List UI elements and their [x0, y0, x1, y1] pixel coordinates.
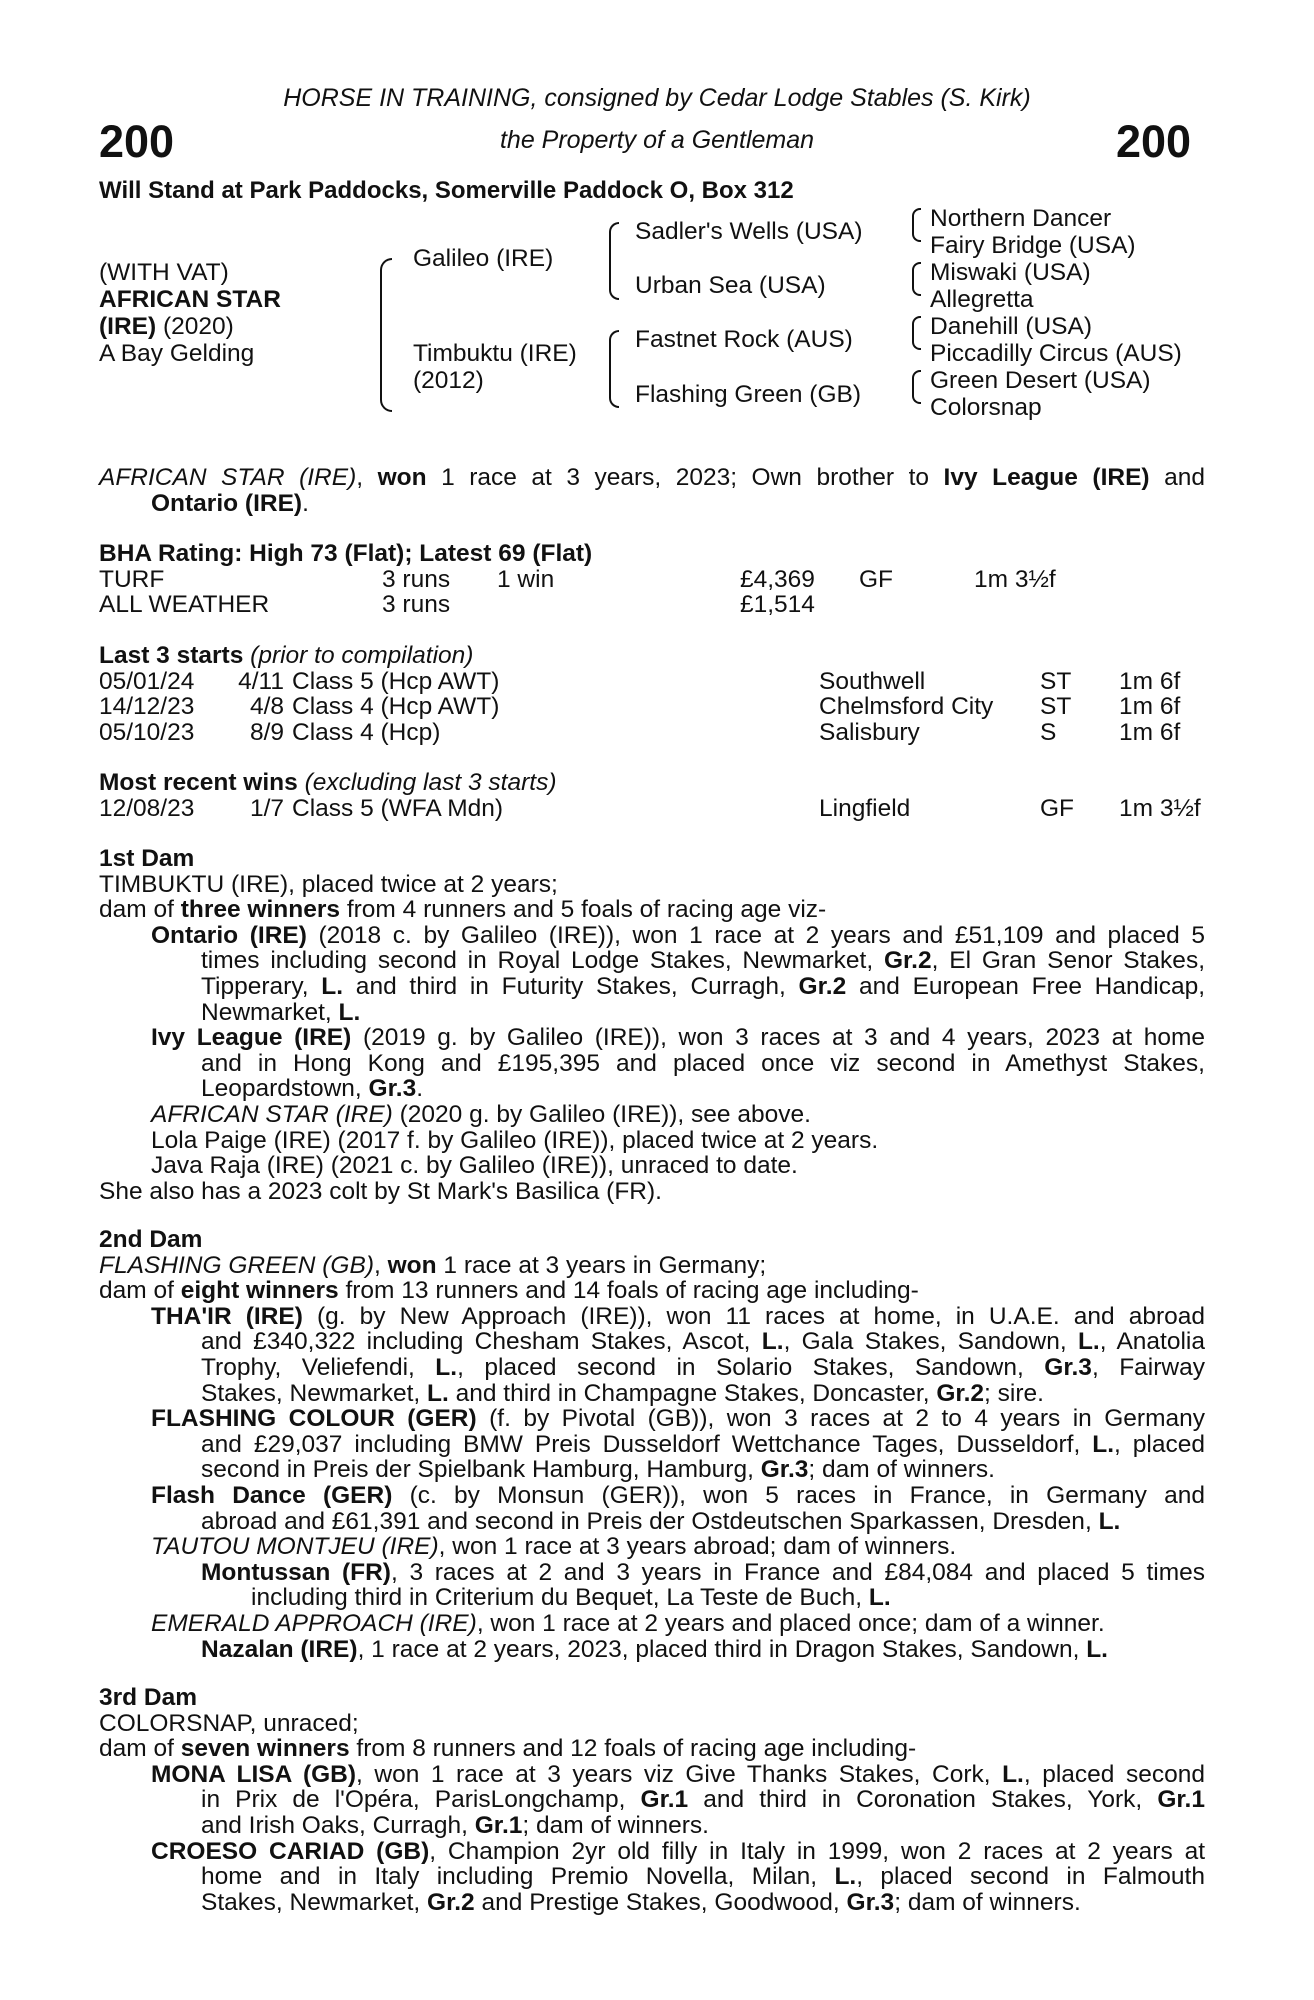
- last3-row: [99, 720, 1205, 746]
- run-date: 12/08/23: [99, 794, 195, 822]
- produce-line: Newmarket, L.: [201, 998, 361, 1026]
- run-course: Salisbury: [819, 718, 920, 746]
- produce-line: Stakes, Newmarket, L. and third in Champagne Stakes, Doncaster, Gr.2; sire.: [201, 1379, 1044, 1407]
- produce-line: abroad and £61,391 and second in Preis der Ostdeutschen Sparkassen, Dresden, L.: [201, 1507, 1121, 1535]
- horse-description: A Bay Gelding: [99, 340, 255, 367]
- run-class: Class 4 (Hcp AWT): [292, 693, 500, 721]
- rating-row-aw: [99, 592, 1205, 618]
- pedigree-dam-dam: Flashing Green (GB): [635, 381, 862, 408]
- produce-flash-dance: Flash Dance (GER) (c. by Monsun (GER)), won 5 races in France, in Germany and: [151, 1481, 1205, 1509]
- third-dam-desc: COLORSNAP, unraced;: [99, 1709, 359, 1737]
- third-dam-title: 3rd Dam: [99, 1684, 198, 1711]
- horse-name: AFRICAN STAR: [99, 286, 281, 313]
- rating-row-turf: [99, 567, 1205, 593]
- produce-line: Leopardstown, Gr.3.: [201, 1075, 424, 1103]
- pedigree-dam-year: (2012): [413, 367, 484, 394]
- run-class: Class 5 (WFA Mdn): [292, 794, 504, 822]
- produce-thair: THA'IR (IRE) (g. by New Approach (IRE)), won 11 races at home, in U.A.E. and abroad: [151, 1302, 1205, 1330]
- run-class: Class 5 (Hcp AWT): [292, 667, 500, 695]
- second-dam-title: 2nd Dam: [99, 1226, 203, 1253]
- run-position: 4/8: [249, 693, 284, 721]
- produce-mona-lisa: MONA LISA (GB), won 1 race at 3 years viz Give Thanks Stakes, Cork, L., placed second: [151, 1760, 1205, 1788]
- second-dam-section: [99, 1227, 1205, 1662]
- recent-wins-section: [99, 770, 1205, 821]
- run-going: S: [1040, 718, 1057, 746]
- produce-line: in Prix de l'Opéra, ParisLongchamp, Gr.1 and third in Coronation Stakes, York, Gr.1: [201, 1786, 1205, 1814]
- second-dam-desc: FLASHING GREEN (GB), won 1 race at 3 years in Germany;: [99, 1251, 767, 1279]
- lot-number-right: 200: [1116, 116, 1192, 167]
- run-position: 4/11: [238, 667, 284, 695]
- recent-row: [99, 796, 1205, 822]
- first-dam-section: [99, 846, 1205, 1204]
- vat-label: (WITH VAT): [99, 259, 229, 286]
- summary-horse-name: AFRICAN STAR (IRE): [99, 464, 357, 491]
- run-class: Class 4 (Hcp): [292, 718, 441, 746]
- summary-line-1: AFRICAN STAR (IRE), won 1 race at 3 years, 2023; Own brother to Ivy League (IRE) and: [99, 464, 1205, 491]
- produce-line: and Irish Oaks, Curragh, Gr.1; dam of winners.: [201, 1811, 709, 1839]
- lot-number-left: 200: [99, 116, 175, 167]
- rating-surface: TURF: [99, 565, 165, 593]
- consignment-line: HORSE IN TRAINING, consigned by Cedar Lodge Stables (S. Kirk): [283, 84, 1031, 112]
- rating-prize: £4,369: [740, 565, 815, 593]
- rating-runs: 3 runs: [382, 565, 451, 593]
- summary-won: won: [377, 464, 427, 491]
- recent-title: [99, 770, 1205, 796]
- run-course: Chelmsford City: [819, 693, 994, 721]
- ggp-2: Fairy Bridge (USA): [930, 232, 1136, 259]
- produce-line: and £340,322 including Chesham Stakes, Ascot, L., Gala Stakes, Sandown, L., Anatolia: [201, 1328, 1205, 1356]
- produce-emerald-approach: EMERALD APPROACH (IRE), won 1 race at 2 years and placed once; dam of a winner.: [151, 1609, 1105, 1637]
- produce-african-star: AFRICAN STAR (IRE) (2020 g. by Galileo (IRE)), see above.: [151, 1100, 811, 1128]
- run-distance: 1m 3½f: [1119, 794, 1201, 822]
- pedigree-sire: Galileo (IRE): [413, 245, 554, 272]
- produce-line: Trophy, Veliefendi, L., placed second in Solario Stakes, Sandown, Gr.3, Fairway: [201, 1353, 1205, 1381]
- third-dam-section: [99, 1685, 1205, 1915]
- run-course: Lingfield: [819, 794, 911, 822]
- run-distance: 1m 6f: [1119, 693, 1181, 721]
- pedigree-sire-sire: Sadler's Wells (USA): [635, 218, 863, 245]
- pedigree-dam: Timbuktu (IRE): [413, 340, 577, 367]
- summary-brother-2: Ontario (IRE): [151, 489, 303, 517]
- summary-text: 1 race at 3 years, 2023; Own brother to: [426, 464, 944, 491]
- produce-lola-paige: Lola Paige (IRE) (2017 f. by Galileo (IRE)), placed twice at 2 years.: [151, 1126, 879, 1154]
- last3-note: (prior to compilation): [243, 642, 474, 669]
- horse-country: (IRE): [99, 313, 157, 340]
- run-date: 05/01/24: [99, 667, 195, 695]
- ggp-8: Colorsnap: [930, 394, 1042, 421]
- rating-section: [99, 541, 1205, 618]
- produce-croeso-cariad: CROESO CARIAD (GB), Champion 2yr old filly in Italy in 1999, won 2 races at 2 years at: [151, 1837, 1205, 1865]
- produce-java-raja: Java Raja (IRE) (2021 c. by Galileo (IRE)), unraced to date.: [151, 1152, 798, 1180]
- ggp-6: Piccadilly Circus (AUS): [930, 340, 1182, 367]
- last3-title: [99, 643, 1205, 669]
- produce-line: Tipperary, L. and third in Futurity Stakes, Curragh, Gr.2 and European Free Handicap,: [201, 972, 1205, 1000]
- ggp-3: Miswaki (USA): [930, 259, 1091, 286]
- first-dam-desc: TIMBUKTU (IRE), placed twice at 2 years;: [99, 870, 558, 898]
- rating-going: GF: [859, 565, 894, 593]
- third-dam-produce: dam of seven winners from 8 runners and 12 foals of racing age including-: [99, 1735, 917, 1763]
- run-distance: 1m 6f: [1119, 718, 1181, 746]
- summary-end: .: [302, 489, 309, 517]
- first-dam-also: She also has a 2023 colt by St Mark's Basilica (FR).: [99, 1177, 662, 1205]
- run-distance: 1m 6f: [1119, 667, 1181, 695]
- recent-note: (excluding last 3 starts): [297, 769, 557, 796]
- sire-brace: [609, 222, 619, 300]
- ggp-7: Green Desert (USA): [930, 367, 1151, 394]
- produce-nazalan: Nazalan (IRE), 1 race at 2 years, 2023, placed third in Dragon Stakes, Sandown, L.: [201, 1635, 1108, 1663]
- run-date: 14/12/23: [99, 693, 195, 721]
- rating-runs: 3 runs: [382, 591, 451, 619]
- produce-ivy-league: Ivy League (IRE) (2019 g. by Galileo (IRE)), won 3 races at 3 and 4 years, 2023 at home: [151, 1024, 1206, 1052]
- produce-line: Stakes, Newmarket, Gr.2 and Prestige Stakes, Goodwood, Gr.3; dam of winners.: [201, 1888, 1081, 1916]
- produce-montussan: Montussan (FR), 3 races at 2 and 3 years in France and £84,084 and placed 5 times: [201, 1558, 1205, 1586]
- pedigree-ggp-list: [930, 205, 1182, 421]
- ggp-brace-2: [912, 262, 921, 296]
- run-going: GF: [1040, 794, 1075, 822]
- property-line: the Property of a Gentleman: [499, 126, 815, 154]
- produce-line: and in Hong Kong and £195,395 and placed once viz second in Amethyst Stakes,: [201, 1049, 1205, 1077]
- summary-and: and: [1149, 464, 1205, 491]
- summary-line-2: [99, 491, 1205, 517]
- run-course: Southwell: [819, 667, 926, 695]
- produce-flashing-colour: FLASHING COLOUR (GER) (f. by Pivotal (GB)), won 3 races at 2 to 4 years in Germany: [151, 1405, 1205, 1433]
- pedigree-sire-dam: Urban Sea (USA): [635, 272, 826, 299]
- produce-line: and £29,037 including BMW Preis Dusseldorf Wettchance Tages, Dusseldorf, L., placed: [201, 1430, 1205, 1458]
- horse-info: [99, 259, 281, 367]
- run-going: ST: [1040, 667, 1072, 695]
- rating-title: BHA Rating: High 73 (Flat); Latest 69 (Flat): [99, 540, 593, 567]
- produce-line: home and in Italy including Premio Novella, Milan, L., placed second in Falmouth: [201, 1863, 1205, 1891]
- recent-title-text: Most recent wins: [99, 769, 298, 796]
- first-dam-title: 1st Dam: [99, 845, 195, 872]
- dam-brace: [609, 330, 619, 408]
- ggp-4: Allegretta: [930, 286, 1034, 313]
- run-date: 05/10/23: [99, 718, 195, 746]
- run-position: 8/9: [249, 718, 284, 746]
- rating-wins: 1 win: [497, 565, 555, 593]
- rating-distance: 1m 3½f: [974, 565, 1056, 593]
- run-position: 1/7: [249, 794, 284, 822]
- ggp-brace-3: [912, 316, 921, 350]
- produce-line: times including second in Royal Lodge Stakes, Newmarket, Gr.2, El Gran Senor Stakes,: [201, 947, 1205, 975]
- ggp-1: Northern Dancer: [930, 205, 1112, 232]
- second-dam-produce: dam of eight winners from 13 runners and 14 foals of racing age including-: [99, 1277, 919, 1305]
- rating-prize: £1,514: [740, 591, 815, 619]
- last3-title-text: Last 3 starts: [99, 642, 244, 669]
- summary-brother-1: Ivy League (IRE): [943, 464, 1150, 491]
- produce-line: including third in Criterium du Bequet, La Teste de Buch, L.: [251, 1584, 891, 1612]
- pedigree-dam-sire: Fastnet Rock (AUS): [635, 326, 853, 353]
- pedigree-brace: [380, 258, 392, 412]
- produce-tautou-montjeu: TAUTOU MONTJEU (IRE), won 1 race at 3 years abroad; dam of winners.: [151, 1533, 957, 1561]
- ggp-brace-4: [912, 370, 921, 404]
- summary: [99, 465, 1205, 516]
- stand-location: Will Stand at Park Paddocks, Somerville Paddock O, Box 312: [99, 177, 794, 204]
- horse-year: (2020): [156, 313, 234, 340]
- last3-row: [99, 694, 1205, 720]
- last3-section: [99, 643, 1205, 745]
- run-going: ST: [1040, 693, 1072, 721]
- produce-line: second in Preis der Spielbank Hamburg, Hamburg, Gr.3; dam of winners.: [201, 1456, 995, 1484]
- last3-row: [99, 669, 1205, 695]
- rating-surface: ALL WEATHER: [99, 591, 270, 619]
- produce-ontario: Ontario (IRE) (2018 c. by Galileo (IRE)), won 1 race at 2 years and £51,109 and placed 5: [151, 921, 1205, 949]
- ggp-brace-1: [912, 208, 921, 242]
- first-dam-produce: dam of three winners from 4 runners and 5 foals of racing age viz-: [99, 896, 827, 924]
- ggp-5: Danehill (USA): [930, 313, 1093, 340]
